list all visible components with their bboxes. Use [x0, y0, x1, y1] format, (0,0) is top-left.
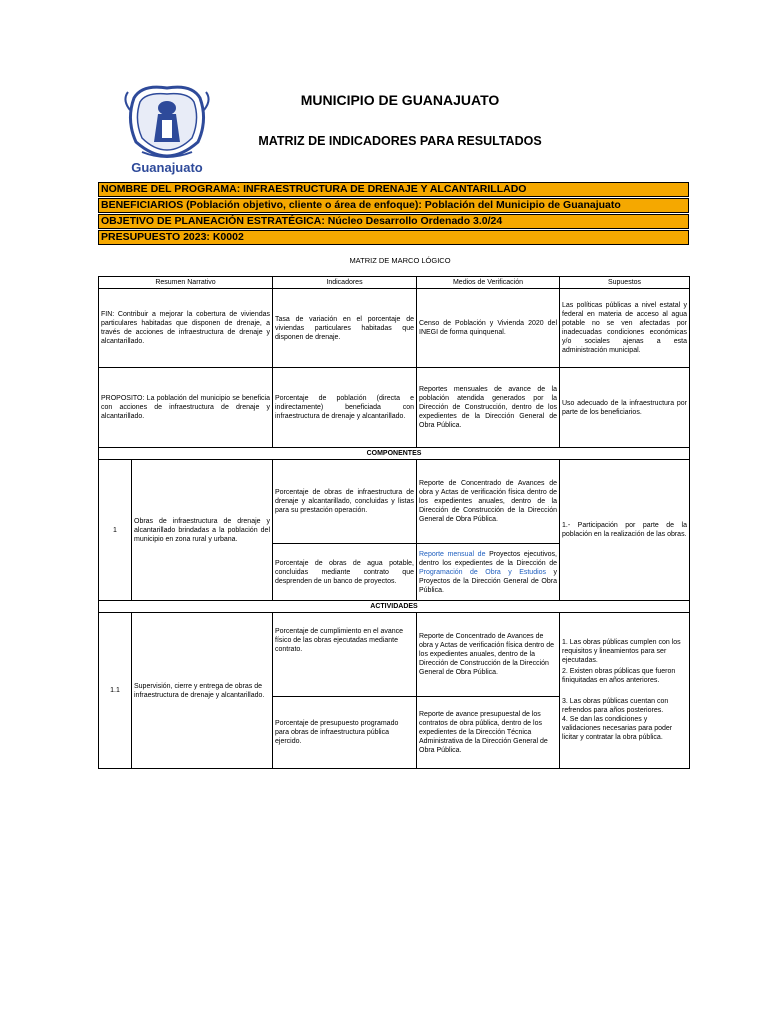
- componentes-label: COMPONENTES: [99, 448, 690, 460]
- componente-number: 1: [99, 460, 132, 601]
- componentes-section-row: [99, 448, 690, 460]
- supuesto-3: 3. Las obras públicas cuentan con refrendos para años posteriores.: [562, 697, 669, 714]
- program-budget: PRESUPUESTO 2023: K0002: [98, 230, 689, 245]
- proposito-supuestos: Uso adecuado de la infraestructura por parte de los beneficiarios.: [560, 368, 690, 448]
- logical-framework-table: [98, 276, 690, 769]
- fin-supuestos: Las políticas públicas a nivel estatal y federal en materia de acceso al agua potable no se ven afectadas por inadecuadas condiciones económicas y/o sociales ajenas a esta administración municipal.: [560, 289, 690, 368]
- fin-medios: Censo de Población y Vivienda 2020 del INEGI de forma quinquenal.: [417, 289, 560, 368]
- guanajuato-logo: [112, 80, 222, 180]
- col-supuestos: Supuestos: [560, 277, 690, 289]
- componente-medios-1: Reporte de Concentrado de Avances de obra y Actas de verificación física dentro de los expedientes anuales, dentro de la Dirección de Construcción de la Dirección General de Obra Pública.: [417, 460, 560, 544]
- program-objective: OBJETIVO DE PLANEACIÓN ESTRATÉGICA: Núcleo Desarrollo Ordenado 3.0/24: [98, 214, 689, 229]
- medios-link-programacion[interactable]: Programación de Obra y Estudios: [419, 568, 547, 576]
- actividad-row-1: [99, 613, 690, 697]
- col-resumen: Resumen Narrativo: [99, 277, 273, 289]
- program-beneficiaries: BENEFICIARIOS (Población objetivo, cliente o área de enfoque): Población del Municipio de Guanajuato: [98, 198, 689, 213]
- fin-row: [99, 289, 690, 368]
- supuesto-2: 2. Existen obras públicas que fueron finiquitadas en años anteriores.: [562, 667, 676, 684]
- proposito-medios: Reportes mensuales de avance de la población atendida generados por la Dirección de Construcción, dentro de los expedientes de la Dirección General de Obra Pública.: [417, 368, 560, 448]
- componente-supuestos: 1.- Participación por parte de la población en la realización de las obras.: [560, 460, 690, 601]
- proposito-resumen: PROPOSITO: La población del municipio se beneficia con acciones de infraestructura de drenaje y alcantarillado.: [99, 368, 273, 448]
- actividad-supuestos: [560, 613, 690, 769]
- proposito-row: [99, 368, 690, 448]
- svg-text:Guanajuato: Guanajuato: [131, 160, 203, 175]
- table-title: MATRIZ DE MARCO LÓGICO: [349, 256, 451, 265]
- program-info-block: [98, 182, 689, 246]
- actividad-indicador-2: Porcentaje de presupuesto programado para obras de infraestructura pública ejercido.: [273, 697, 417, 769]
- supuesto-1: 1. Las obras públicas cumplen con los requisitos y lineamientos para ser ejecutadas.: [562, 638, 681, 664]
- componente-resumen: Obras de infraestructura de drenaje y alcantarillado brindadas a la población del municipio en zona rural y urbana.: [132, 460, 273, 601]
- componente-medios-2: [417, 544, 560, 601]
- header-row: [99, 277, 690, 289]
- actividad-resumen: Supervisión, cierre y entrega de obras de infraestructura de drenaje y alcantarillado.: [132, 613, 273, 769]
- actividad-medios-2: Reporte de avance presupuestal de los contratos de obra pública, dentro de los expedientes de la Dirección Técnica Administrativa de la Dirección General de Obra Pública.: [417, 697, 560, 769]
- fin-indicador: Tasa de variación en el porcentaje de viviendas particulares habitadas que disponen de drenaje.: [273, 289, 417, 368]
- proposito-indicador: Porcentaje de población (directa e indirectamente) beneficiada con infraestructura de drenaje y alcantarillado.: [273, 368, 417, 448]
- program-name: NOMBRE DEL PROGRAMA: INFRAESTRUCTURA DE DRENAJE Y ALCANTARILLADO: [98, 182, 689, 197]
- actividad-medios-1: Reporte de Concentrado de Avances de obra y Actas de verificación física dentro de los expedientes anuales, dentro de la Dirección de Construcción de la Dirección General de Obra Pública.: [417, 613, 560, 697]
- actividades-label: ACTIVIDADES: [99, 601, 690, 613]
- componente-indicador-1: Porcentaje de obras de infraestructura de drenaje y alcantarillado, concluidas y listas para su prestación operación.: [273, 460, 417, 544]
- actividades-section-row: [99, 601, 690, 613]
- municipio-title: MUNICIPIO DE GUANAJUATO: [300, 92, 500, 108]
- componente-indicador-2: Porcentaje de obras de agua potable, concluidas mediante contrato que desprenden de un banco de proyectos.: [273, 544, 417, 601]
- col-medios: Medios de Verificación: [417, 277, 560, 289]
- supuesto-4: 4. Se dan las condiciones y validaciones necesarias para poder licitar y contratar la obra pública.: [562, 715, 673, 741]
- medios-text-a: Proyectos ejecutivos, dentro los expedientes de la Dirección de: [419, 550, 557, 567]
- componente-row-1: [99, 460, 690, 544]
- col-indicadores: Indicadores: [273, 277, 417, 289]
- actividad-number: 1.1: [99, 613, 132, 769]
- fin-resumen: FIN: Contribuir a mejorar la cobertura de viviendas particulares habitadas que disponen de drenaje, a través de acciones de infraestructura de drenaje y alcantarillado.: [99, 289, 273, 368]
- actividad-indicador-1: Porcentaje de cumplimiento en el avance físico de las obras ejecutadas mediante contrato.: [273, 613, 417, 697]
- medios-link-reporte[interactable]: Reporte mensual de: [419, 550, 486, 558]
- document-title: MATRIZ DE INDICADORES PARA RESULTADOS: [258, 134, 542, 148]
- medios-text-b: y Proyectos de la Dirección General de Obra Pública.: [419, 568, 557, 594]
